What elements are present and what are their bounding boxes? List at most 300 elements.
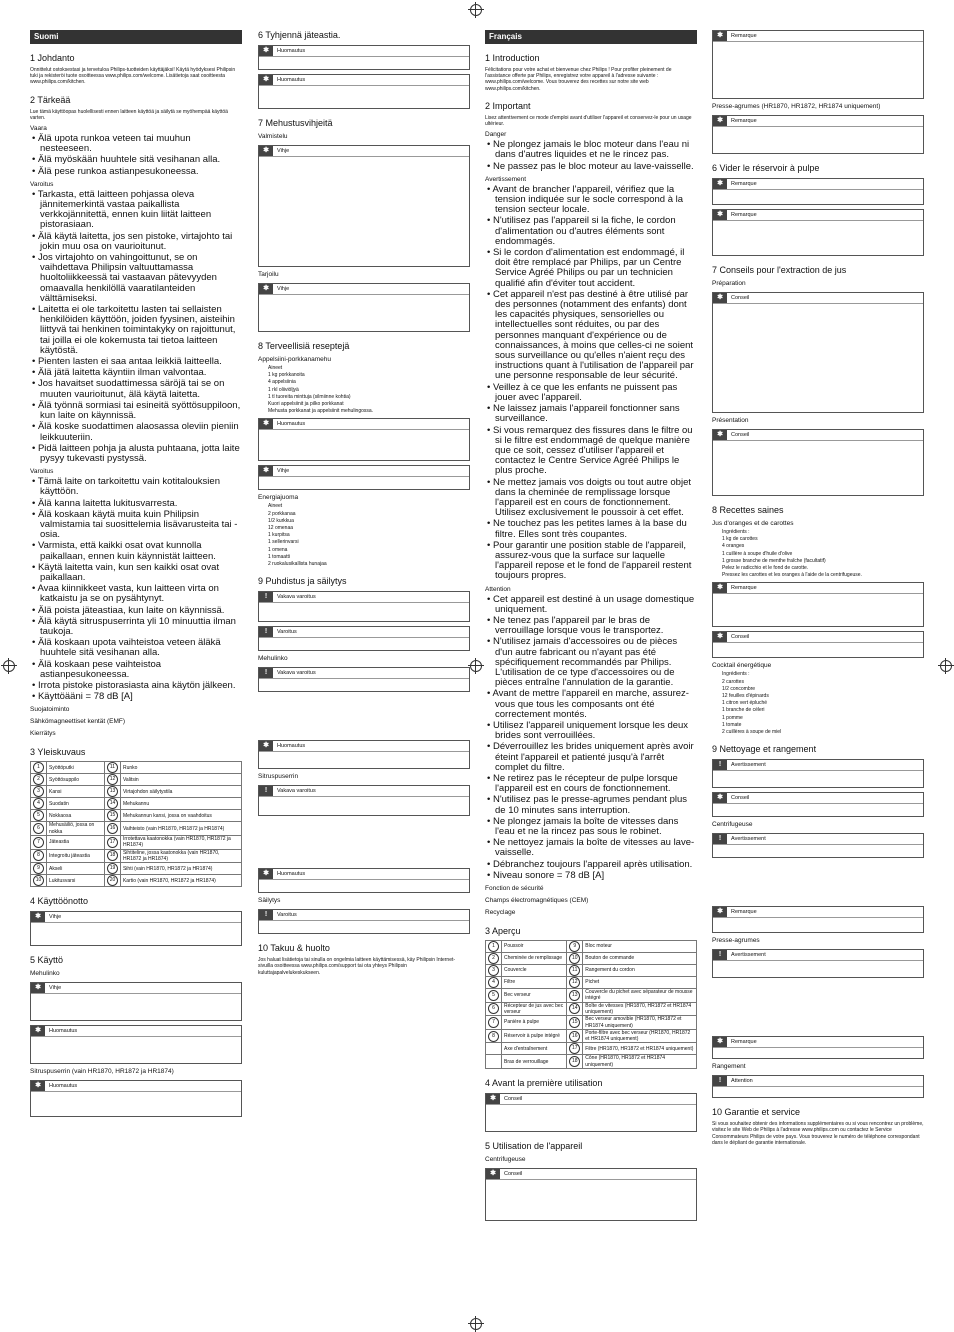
note-icon: ✱ [713,583,727,593]
recipe-item: 12 feuilles d'épinards [722,693,769,700]
recipe-item: 1 cuillère à soupe d'huile d'olive [722,550,793,557]
note-box: ✱ Huomautus [258,418,470,461]
section-title: 5 Käyttö [30,955,64,966]
warning-item: • Jos virtajohto on vahingoittunut, se on vaihdettava Philipsin valtuuttamassa huoltoliikkeessä tai vastaavan pätevyyden omaavalla henkilöllä vaaratilanteiden välttämiseksi. [32,252,217,304]
warning-heading: Avertissement [485,175,527,183]
fr-column-2 [712,30,924,1147]
part-name: Boîte de vitesses (HR1870, HR1872 et HR1874 uniquement) [583,1002,697,1016]
part-name: Runko [120,762,241,774]
steps-placeholder [712,862,924,902]
note-box: ✱ Conseil [712,631,924,658]
caution-item: • Ne retirez pas le récepteur de pulpe lorsque l'appareil est en cours de fonctionnement. [487,773,678,795]
caution-item: • Utilisez l'appareil uniquement lorsque les deux brides sont verrouillées. [487,719,689,742]
note-box: ✱ Conseil [712,429,924,496]
important-intro: Lue tämä käyttöopas huolellisesti ennen laitteen käyttöä ja säilytä se myöhempää käyttöä varten. [30,108,228,121]
part-number: 8 [31,849,47,863]
caution-item: • Älä koskaan käytä muita kuin Philipsin valmistamia tai suosittelemia lisävarusteita tai -osia. [32,508,238,541]
section-title: 2 Tärkeää [30,94,71,105]
danger-heading: Danger [485,131,507,139]
table-row [31,849,242,863]
caution-item: • Débranchez toujours l'appareil après utilisation. [487,858,693,870]
part-number: 15 [104,810,120,822]
section-title: 9 Puhdistus ja säilytys [258,576,347,587]
note-box: ! Avertissement [712,949,924,978]
recipe-item: Aineet [268,365,283,371]
tip-icon: ✱ [259,284,273,294]
caution-item: • Älä poista jäteastiaa, kun laite on käynnissä. [32,604,225,616]
recipe-item: Ingrédients : [722,671,750,678]
caution-item: • Niveau sonore = 78 dB [A] [487,869,605,881]
steps-placeholder [258,696,470,736]
note-icon: ✱ [259,46,273,56]
tip-icon: ✱ [713,293,727,303]
tip-icon: ✱ [713,793,727,803]
warning-item: • Si le cordon d'alimentation est endommagé, il doit être remplacé par Philips, par un Centre Service Agréé Philips ou par un technicien qualifié afin d'éviter tout accident. [487,247,685,289]
part-number [486,1043,502,1055]
part-name: Mehukannun kansi, jossa on vaahdoitus [120,810,241,822]
note-box: ✱ Huomautus [30,1080,242,1117]
part-number: 18 [567,1055,583,1069]
part-name: Rangement du cordon [583,965,697,977]
warning-icon: ! [259,786,273,796]
recipe-heading: Energiajuoma [258,494,299,502]
table-row [486,1016,697,1030]
recipe-item: 2 carottes [722,678,744,685]
part-name: Couvercle [502,965,567,977]
recycling-heading: Kierrätys [30,730,56,738]
part-name: Vaihteisto (vain HR1870, HR1872 ja HR1874) [120,822,241,836]
citrus-heading: Presse-agrumes (HR1870, HR1872, HR1874 uniquement) [712,103,881,110]
warning-icon: ! [713,834,727,844]
warning-item: • Älä työnnä sormiasi tai esineitä syöttösuppiloon, kun laite on käynnissä. [32,399,241,422]
warning-icon: ! [713,760,727,770]
table-row [486,941,697,953]
note-box: ✱ Huomautus [258,45,470,70]
recipe-item: Aineet [268,503,283,510]
note-icon: ✱ [259,869,273,879]
danger-item: • Älä pese runkoa astianpesukoneessa. [32,165,199,177]
part-number: 18 [104,849,120,863]
caution-item: • Älä kanna laitetta lukitusvarresta. [32,497,178,509]
note-icon: ✱ [713,116,727,126]
caution-item: • Ne plongez jamais la boîte de vitesses dans l'eau et ne la rincez pas sous le robinet. [487,815,679,838]
note-box: ✱ Remarque [712,906,924,933]
table-row [486,989,697,1003]
recipe-item: 2 porkkanaa [268,510,296,517]
note-box: ✱ Huomautus [258,868,470,893]
warning-item: • Ne laissez jamais l'appareil fonctionner sans surveillance. [487,403,680,425]
language-header-fi: Suomi [30,30,242,44]
tip-icon: ✱ [486,1094,500,1104]
steps-placeholder [712,982,924,1032]
note-box: ✱ Remarque [712,1036,924,1059]
part-number: 11 [104,762,120,774]
section-title: 9 Nettoyage et rangement [712,744,817,755]
part-number: 17 [104,835,120,849]
part-name: Panière à pulpe [502,1016,567,1030]
warning-item: • Pidä laitteen pohja ja alusta puhtaana, jotta laite pysyy tukevasti pystyssä. [32,442,240,464]
note-icon: ✱ [259,75,273,85]
part-name: Jäteastia [47,835,105,849]
warning-icon: ! [259,592,273,602]
part-number: 3 [31,786,47,798]
preparation-heading: Préparation [712,280,746,287]
part-name: Sihti (vain HR1870, HR1872 ja HR1874) [120,863,241,875]
note-box: ✱ Conseil [485,1168,697,1221]
caution-item: • Avant de mettre l'appareil en marche, assurez-vous que tous les composants ont été correctement montés. [487,688,689,720]
recipe-item: 1 sellerinvarsi [268,539,299,546]
note-box: ✱ Conseil [485,1093,697,1132]
caution-item: • N'utilisez pas le presse-agrumes pendant plus de 10 minutes sans interruption. [487,794,687,816]
part-name: Kartio (vain HR1870, HR1872 ja HR1874) [120,875,241,887]
warning-icon: ! [713,1076,727,1086]
danger-item: • Ne passez pas le bloc moteur au lave-vaisselle. [487,160,694,172]
section-title: 8 Recettes saines [712,505,784,515]
note-box: ! Vakava varoitus [258,785,470,816]
part-number [486,1055,502,1069]
caution-item: • Käyttöääni = 78 dB [A] [32,691,133,703]
part-number: 2 [486,953,502,965]
recipe-item: 1 grosse branche de menthe fraîche (facultatif) [722,557,826,564]
warranty-text: Jos haluat lisätietoja tai sinulla on ongelmia laitteen käyttämisessä, käy Philipsin Internet-sivuilla osoitteessa www.philips.com/support tai ota yhteys Philipsin kuluttajapalvelukeskukseen. [258,957,456,976]
fi-column-2 [258,30,470,977]
part-name: Bloc moteur [583,941,697,953]
note-box: ! Vakava varoitus [258,591,470,622]
part-name: Valitsin [120,774,241,786]
recipe-item: 12 omenaa [268,525,294,532]
recipe-item: 1 tl tuoreita minttuja (silmiinne kohtia) [268,393,351,400]
note-box: ✱ Remarque [712,178,924,205]
note-box: ✱ Huomautus [258,740,470,769]
part-number: 13 [567,989,583,1003]
part-name: Syöttösuppilo [47,774,105,786]
caution-item: • Älä käytä sitruspuserrinta yli 10 minuuttia ilman taukoja. [32,615,236,637]
part-number: 6 [31,822,47,836]
part-number: 1 [31,762,47,774]
part-name: Mehusäiliö, jossa on nokka [47,822,105,836]
warning-item: • Jos havaitset suodattimessa säröjä tai se on muuten vaurioitunut, älä käytä laitetta. [32,378,225,400]
note-icon: ✱ [259,741,273,751]
note-box: ✱ Vihje [258,465,470,490]
table-row [31,762,242,774]
note-box: ! Avertissement [712,833,924,858]
note-box: ! Vakava varoitus [258,667,470,692]
presentation-heading: Présentation [712,417,749,424]
part-name: Filtre [502,977,567,989]
registration-mark [3,660,15,672]
note-box: ✱ Vihje [258,283,470,332]
juicer-heading: Mehulinko [30,970,60,978]
section-title: 7 Conseils pour l'extraction de jus [712,265,847,275]
emf-heading: Sähkömagneettiset kentät (EMF) [30,718,126,726]
part-name: Filtre (HR1870, HR1872 et HR1874 uniquement) [583,1043,697,1055]
registration-mark [470,4,482,16]
part-name: Nokkaosa [47,810,105,822]
caution-item: • Älä koskaan pese vaihteistoa astianpesukoneessa. [32,658,162,680]
table-row [486,1029,697,1043]
part-number: 3 [486,965,502,977]
warning-item: • Si vous remarquez des fissures dans le filtre ou si le filtre est endommagé de quelque manière que ce soit, cessez d'utiliser l'appareil et contactez le Centre Service Agréé Philips le plus proche. [487,424,693,477]
note-box: ✱ Remarque [712,582,924,627]
warning-item: • Veillez à ce que les enfants ne puissent pas jouer avec l'appareil. [487,381,678,403]
recipe-item: 1 citron vert épluché [722,700,768,707]
table-row [486,1002,697,1016]
recipe-item: 1 kg de carottes [722,536,758,543]
warning-item: • Älä käytä laitetta, jos sen pistoke, virtajohto tai jokin muu osa on vaurioitunut. [32,230,233,252]
note-icon: ✱ [713,210,727,220]
note-box: ! Avertissement [712,759,924,788]
warning-icon: ! [259,910,273,920]
table-row [31,810,242,822]
part-number: 4 [31,798,47,810]
note-box: ! Varoitus [258,909,470,934]
table-row [31,786,242,798]
part-number: 9 [567,941,583,953]
section-title: 7 Mehustusvihjeitä [258,118,333,128]
warning-icon: ! [259,668,273,678]
table-row [31,774,242,786]
note-icon: ✱ [259,419,273,429]
warning-item: • Pour garantir une position stable de l'appareil, assurez-vous que la surface sur laquelle l'appareil repose et le fond de l'appareil restent toujours propres. [487,539,692,582]
recipe-heading: Appelsiini-porkkanamehu [258,356,331,363]
caution-item: • Älä koskaan upota vaihteistoa veteen äläkä huuhtele sitä vesihanan alla. [32,637,221,659]
section-title: 10 Takuu & huolto [258,943,330,954]
part-name: Axe d'entraînement [502,1043,567,1055]
safety-heading: Fonction de sécurité [485,885,544,893]
intro-text: Onnittelut ostoksestasi ja tervetuloa Philips-tuotteiden käyttäjäksi! Käytä hyödyksesi Philipsin tuki ja rekisteröi tuote osoitteessa www.philips.com/welcome. Lisätietoja saat osoitteesta www.philips.com/kitchen. [30,67,236,86]
part-name: Bouton de commande [583,953,697,965]
part-number: 9 [31,863,47,875]
section-title: 6 Vider le réservoir à pulpe [712,163,820,173]
table-row [486,965,697,977]
part-name: Virtajohdon säilytystila [120,786,241,798]
part-name: Couvercle du pichet avec séparateur de mousse intégré [583,989,697,1003]
recipe-item: 1 branche de céleri [722,707,765,714]
tip-icon: ✱ [713,632,727,642]
citrus-heading: Sitruspuserrin [258,773,299,781]
warning-item: • Tarkasta, että laitteen pohjassa oleva jännitemerkintä vastaa paikallista verkkojännitettä, ennen kuin liität laitteen pistorasiaan. [32,188,212,231]
table-row [486,1055,697,1069]
tip-icon: ✱ [259,146,273,156]
juicer-heading: Centrifugeuse [712,821,753,829]
section-title: 6 Tyhjennä jäteastia. [258,30,341,40]
recipe-item: 1 tomaatti [268,553,290,560]
recipe-item: 2 cuillères à soupe de miel [722,729,782,736]
part-name: Syöttöputki [47,762,105,774]
recycling-heading: Recyclage [485,909,516,917]
recipe-item: Pelez le radicchio et le fond de carotte. [722,565,809,572]
part-name: Bec verseur [502,989,567,1003]
part-name: Bec verseur amovible (HR1870, HR1872 et HR1874 uniquement) [583,1016,697,1030]
tip-icon: ✱ [31,983,45,993]
tip-icon: ✱ [259,466,273,476]
note-box: ✱ Remarque [712,115,924,154]
recipe-item: 1 kurpitsa [268,532,290,539]
part-number: 14 [567,1002,583,1016]
part-name: Porte-filtre avec bec verseur (HR1870, HR1872 et HR1874 uniquement) [583,1029,697,1043]
caution-item: • Tämä laite on tarkoitettu vain kotitalouksien käyttöön. [32,476,220,498]
part-name: Récepteur de jus avec bec verseur [502,1002,567,1016]
section-title: 4 Käyttöönotto [30,896,89,907]
recipe-heading: Jus d'oranges et de carottes [712,520,794,527]
warning-icon: ! [259,627,273,637]
note-icon: ✱ [713,179,727,189]
caution-item: • Ne tenez pas l'appareil par le bras de verrouillage lorsque vous le transportez. [487,614,664,637]
note-box: ✱ Huomautus [30,1025,242,1064]
note-box: ✱ Vihje [258,145,470,267]
part-number: 7 [486,1016,502,1030]
danger-item: • Älä myöskään huuhtele sitä vesihanan alla. [32,154,221,166]
section-title: 8 Terveellisiä reseptejä [258,341,350,351]
language-header-fr: Français [485,30,697,44]
section-title: 1 Johdanto [30,53,75,63]
recipe-item: 1/2 concombre [722,685,756,692]
tip-icon: ✱ [31,912,45,922]
section-title: 4 Avant la première utilisation [485,1078,603,1088]
note-icon: ✱ [713,907,727,917]
preparation-heading: Valmistelu [258,133,288,140]
note-icon: ✱ [31,1026,45,1036]
part-name: Mehukannu [120,798,241,810]
juicer-heading: Centrifugeuse [485,1156,526,1163]
protection-heading: Suojatoiminto [30,706,70,714]
part-number: 13 [104,786,120,798]
part-name: Pichet [583,977,697,989]
recipe-item: 1 rkl oliiviöljyä [268,386,299,393]
part-number: 7 [31,835,47,849]
registration-mark [470,660,482,672]
part-number: 10 [567,953,583,965]
parts-table-fi [30,761,242,887]
table-row [31,835,242,849]
caution-heading: Varoitus [30,468,54,476]
table-row [31,822,242,836]
recipe-item: 1/2 kurkkua [268,517,294,524]
warning-item: • Cet appareil n'est pas destiné à être utilisé par des personnes (notamment des enfants) dont les capacités physiques, sensorielles ou intellectuelles sont réduites, ou par des personnes manquant d'expérience ou de connaissances, à moins que celles-ci ne soient sous surveillance ou qu'elles n'aient reçu des instructions quant à l'utilisation de l'appareil par une personne responsable de leur sécurité. [487,288,694,382]
note-box: ✱ Remarque [712,30,924,99]
table-row [486,953,697,965]
warning-heading: Varoitus [30,180,54,188]
warning-item: • Ne mettez jamais vos doigts ou tout autre objet dans la cheminée de remplissage lorsque l'appareil est en cours de fonctionnement. Utilisez exclusivement le poussoir à cet effet. [487,476,691,519]
parts-table-fr [485,940,697,1069]
part-number: 12 [104,774,120,786]
part-name: Integroitu jäteastia [47,849,105,863]
section-title: 10 Garantie et service [712,1107,801,1118]
part-number: 5 [486,989,502,1003]
recipe-heading: Cocktail énergétique [712,662,772,670]
section-title: 3 Aperçu [485,926,521,937]
part-number: 1 [486,941,502,953]
recipe-item: Mehusta porkkanat ja appelsiinit mehulingossa. [268,408,374,415]
note-icon: ✱ [713,1037,727,1047]
caution-item: • Irrota pistoke pistorasiasta aina käytön jälkeen. [32,679,236,691]
caution-item: • Avaa kiinnikkeet vasta, kun laitteen virta on katkaistu ja se on pysähtynyt. [32,583,219,605]
intro-text: Félicitations pour votre achat et bienvenue chez Philips ! Pour profiter pleinement de l'assistance offerte par Philips, enregistrez votre appareil à l'adresse suivante : www.philips.com/welcome. Vous trouverez des recettes sur notre site web www.philips.com/kitchen. [485,67,672,92]
warning-item: • Pienten lasten ei saa antaa leikkiä laitteella. [32,356,222,368]
part-number: 20 [104,875,120,887]
caution-heading: Attention [485,585,511,593]
part-number: 14 [104,798,120,810]
part-number: 16 [104,822,120,836]
warning-item: • Ne touchez pas les petites lames à la base du filtre. Elles sont très coupantes. [487,518,687,540]
note-box: ! Varoitus [258,626,470,651]
note-box: ✱ Huomautus [258,74,470,109]
fi-column-1 [30,30,242,1121]
section-title: 3 Yleiskuvaus [30,747,86,758]
note-box: ! Attention [712,1075,924,1098]
caution-item: • Déverrouillez les brides uniquement après avoir éteint l'appareil et patienté jusqu'à l'arrêt complet du filtre. [487,741,694,773]
caution-item: • Ne nettoyez jamais la boîte de vitesses au lave-vaisselle. [487,837,695,859]
warning-item: • Avant de brancher l'appareil, vérifiez que la tension indiquée sur le socle correspond à la tension secteur locale. [487,183,684,216]
tip-icon: ✱ [713,430,727,440]
part-number: 16 [567,1029,583,1043]
registration-mark [470,1318,482,1330]
juicer-heading: Mehulinko [258,655,288,663]
steps-placeholder [258,820,470,864]
note-box: ✱ Vihje [30,911,242,946]
warning-item: • Älä jätä laitetta käyntiin ilman valvontaa. [32,367,207,379]
note-box: ✱ Conseil [712,792,924,817]
recipe-item: 1 omena [268,546,288,553]
part-number: 10 [31,875,47,887]
warning-item: • Laitetta ei ole tarkoitettu lasten tai sellaisten henkilöiden käyttöön, joiden fyysinen, aisteihin liittyvä tai henkinen toimintakyky on rajoittunut, tai joilla ei ole kokemusta tai tietoa laitteen käytöstä. [32,304,236,356]
part-number: 4 [486,977,502,989]
part-name: Réservoir à pulpe intégré [502,1029,567,1043]
recipe-item: Kuori appelsiinit ja pilko porkkanat [268,401,344,408]
part-number: 2 [31,774,47,786]
part-name: Cône (HR1870, HR1872 et HR1874 uniquement) [583,1055,697,1069]
section-title: 5 Utilisation de l'appareil [485,1141,583,1151]
note-box: ✱ Remarque [712,209,924,256]
recipe-item: 4 oranges [722,543,745,550]
danger-item: • Älä upota runkoa veteen tai muuhun nesteeseen. [32,133,191,155]
warning-item: • N'utilisez pas l'appareil si la fiche, le cordon d'alimentation ou d'autres éléments sont endommagés. [487,215,676,247]
part-name: Akseli [47,863,105,875]
citrus-heading: Sitruspuserrin (vain HR1870, HR1872 ja HR1874) [30,1068,174,1076]
note-box: ✱ Vihje [30,982,242,1021]
storage-heading: Rangement [712,1063,746,1071]
part-number: 8 [486,1029,502,1043]
section-title: 2 Important [485,100,531,111]
part-number: 5 [31,810,47,822]
part-name: Bras de verrouillage [502,1055,567,1069]
danger-item: • Ne plongez jamais le bloc moteur dans l'eau ni dans d'autres liquides et ne le rincez pas. [487,139,690,161]
warranty-text: Si vous souhaitez obtenir des informations supplémentaires ou si vous rencontrez un problème, visitez le site Web de Philips à l'adresse www.philips.com ou contactez le Service Consommateurs Philips de votre pays. Vous trouverez le numéro de téléphone correspondant dans le dépliant de garantie internationale. [712,1121,924,1146]
fr-column-1 [485,30,697,1225]
part-number: 17 [567,1043,583,1055]
part-name: Poussoir [502,941,567,953]
warning-icon: ! [713,950,727,960]
part-number: 6 [486,1002,502,1016]
recipe-item: 1 kg porkkanoita [268,372,305,379]
part-name: Cheminée de remplissage [502,953,567,965]
recipe-item: 1 pomme [722,714,743,721]
tip-icon: ✱ [486,1169,500,1179]
caution-item: • Varmista, että kaikki osat ovat kunnolla paikallaan, ennen kuin käynnistät laitteen. [32,540,216,562]
part-name: Lukitusvarsi [47,875,105,887]
table-row [31,875,242,887]
caution-item: • Cet appareil est destiné à un usage domestique uniquement. [487,593,695,615]
part-number: 15 [567,1016,583,1030]
citrus-heading: Presse-agrumes [712,937,760,945]
table-row [31,863,242,875]
part-number: 11 [567,965,583,977]
section-title: 1 Introduction [485,53,540,63]
part-name: Suodatin [47,798,105,810]
recipe-item: Pressez les carottes et les oranges à l'aide de la centrifugeuse. [722,572,862,579]
important-intro: Lisez attentivement ce mode d'emploi avant d'utiliser l'appareil et conservez-le pour un usage ultérieur. [485,114,692,128]
emf-heading: Champs électromagnétiques (CEM) [485,897,589,905]
